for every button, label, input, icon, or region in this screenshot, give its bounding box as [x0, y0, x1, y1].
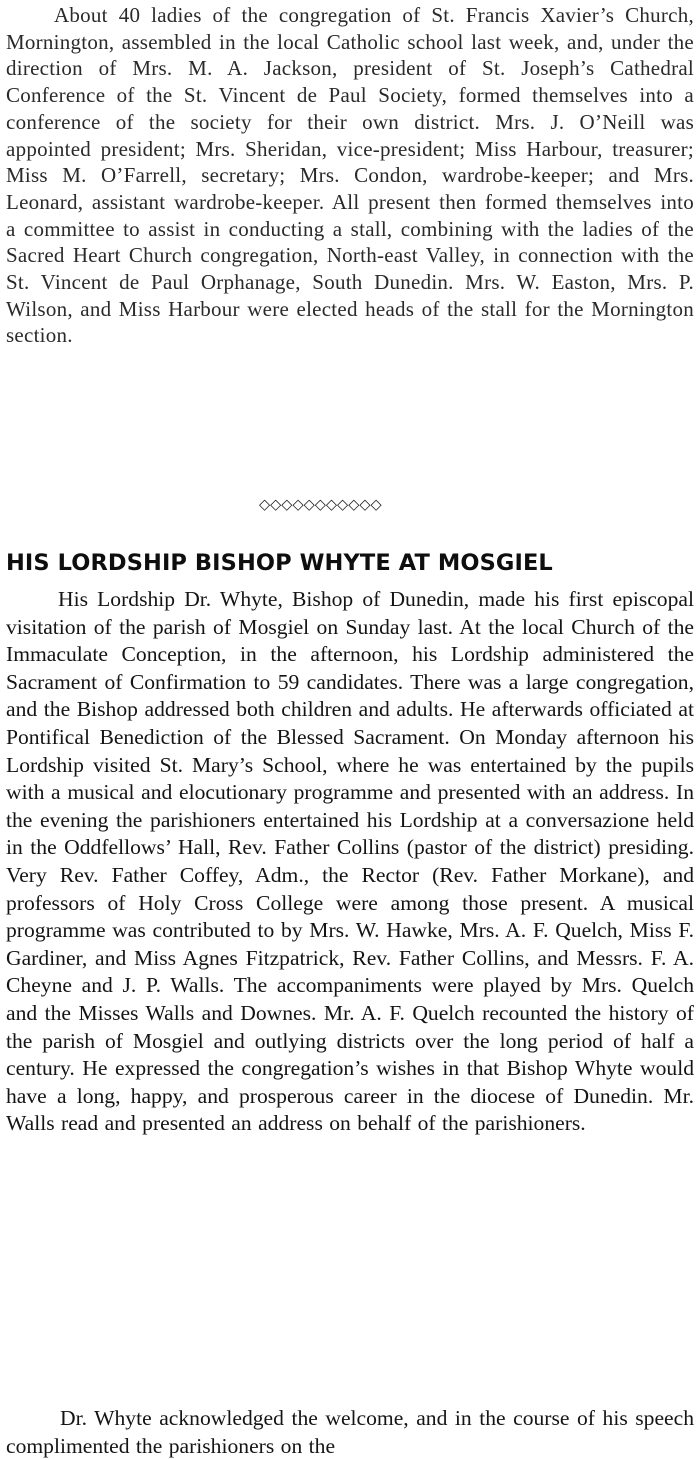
- section-divider-ornament: ◇◇◇◇◇◇◇◇◇◇◇: [259, 497, 382, 513]
- mornington-conference-paragraph: About 40 ladies of the congregation of St. Francis Xavier’s Church, Mornington, assembled in the local Catholic school last week, and, under the direction of Mrs. M. A. Jackson, president of St. Joseph’s Cathedral Conference of the St. Vincent de Paul Society, formed themselves into a conference of the society for their own district. Mrs. J. O’Neill was appointed president; Mrs. Sheridan, vice-president; Miss Harbour, treasurer; Miss M. O’Farrell, secretary; Mrs. Condon, wardrobe-keeper; and Mrs. Leonard, assistant wardrobe-keeper. All present then formed themselves into a committee to assist in conducting a stall, combining with the ladies of the Sacred Heart Church congregation, North-east Valley, in connection with the St. Vincent de Paul Orphanage, South Dunedin. Mrs. W. Easton, Mrs. P. Wilson, and Miss Harbour were elected heads of the stall for the Mornington section.: [6, 3, 694, 348]
- article-headline: HIS LORDSHIP BISHOP WHYTE AT MOSGIEL: [6, 550, 553, 576]
- article-body-paragraph: His Lordship Dr. Whyte, Bishop of Dunedin, made his first episcopal visitation of the parish of Mosgiel on Sunday last. At the local Church of the Immaculate Conception, in the afternoon, his Lordship administered the Sacrament of Confirmation to 59 candidates. There was a large congregation, and the Bishop addressed both children and adults. He afterwards officiated at Pontifical Benediction of the Blessed Sacrament. On Monday afternoon his Lordship visited St. Mary’s School, where he was entertained by the pupils with a musical and elocutionary programme and presented with an address. In the evening the parishioners entertained his Lordship at a conversazione held in the Oddfellows’ Hall, Rev. Father Collins (pastor of the district) presiding. Very Rev. Father Coffey, Adm., the Rector (Rev. Father Morkane), and professors of Holy Cross College were among those present. A musical programme was contributed to by Mrs. W. Hawke, Mrs. A. F. Quelch, Miss F. Gardiner, and Miss Agnes Fitzpatrick, Rev. Father Collins, and Messrs. F. A. Cheyne and J. P. Walls. The accompaniments were played by Mrs. Quelch and the Misses Walls and Downes. Mr. A. F. Quelch recounted the history of the parish of Mosgiel and outlying districts over the long period of half a century. He expressed the congregation’s wishes in that Bishop Whyte would have a long, happy, and prosperous career in the diocese of Dunedin. Mr. Walls read and presented an address on behalf of the parishioners.: [6, 587, 694, 1136]
- article-body-paragraph: Dr. Whyte acknowledged the welcome, and in the course of his speech complimented the parishioners on the: [6, 1406, 694, 1458]
